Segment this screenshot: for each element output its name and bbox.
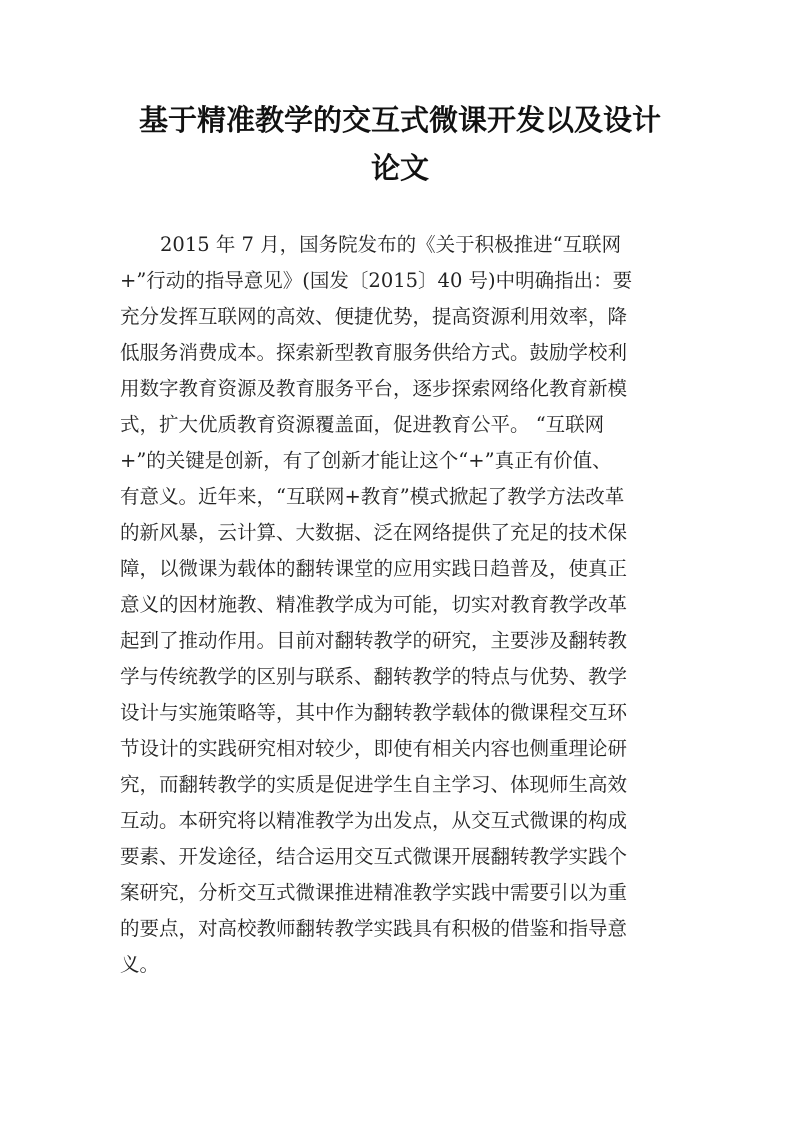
paragraph-line: 学与传统教学的区别与联系、翻转教学的特点与优势、教学 (120, 665, 628, 688)
paragraph-line: 有意义。近年来，“互联网+教育”模式掀起了教学方法改革 (120, 485, 625, 508)
paragraph-line: 低服务消费成本。探索新型教育服务供给方式。鼓励学校利 (120, 341, 628, 364)
paragraph-line: 的新风暴，云计算、大数据、泛在网络提供了充足的技术保 (120, 521, 628, 544)
paragraph-line: +”的关键是创新，有了创新才能让这个“+”真正有价值、 (120, 449, 612, 472)
paragraph-line: 起到了推动作用。目前对翻转教学的研究，主要涉及翻转教 (120, 629, 628, 652)
document-title (100, 96, 700, 192)
paragraph-line: 用数字教育资源及教育服务平台，逐步探索网络化教育新模 (120, 377, 628, 400)
paragraph-line: +”行动的指导意见》(国发〔2015〕40 号)中明确指出：要 (120, 269, 633, 292)
paragraph-line: 障，以微课为载体的翻转课堂的应用实践日趋普及，使真正 (120, 557, 628, 580)
paragraph-line: 意义的因材施教、精准教学成为可能，切实对教育教学改革 (120, 593, 628, 616)
paragraph-line: 要素、开发途径，结合运用交互式微课开展翻转教学实践个 (120, 845, 628, 868)
title-line-2: 论文 (370, 151, 429, 185)
title-line-1: 基于精准教学的交互式微课开发以及设计 (138, 103, 661, 137)
paragraph-line: 互动。本研究将以精准教学为出发点，从交互式微课的构成 (120, 809, 628, 832)
paragraph-line: 案研究，分析交互式微课推进精准教学实践中需要引以为重 (120, 881, 628, 904)
paragraph-line: 设计与实施策略等，其中作为翻转教学载体的微课程交互环 (120, 701, 628, 724)
paragraph-line: 义。 (120, 953, 160, 976)
paragraph-line: 2015 年 7 月，国务院发布的《关于积极推进“互联网 (160, 233, 622, 256)
paragraph-line: 式，扩大优质教育资源覆盖面，促进教育公平。 “互联网 (120, 413, 605, 436)
paragraph-line: 的要点，对高校教师翻转教学实践具有积极的借鉴和指导意 (120, 917, 628, 940)
paragraph-line: 充分发挥互联网的高效、便捷优势，提高资源利用效率，降 (120, 305, 628, 328)
paragraph-line: 节设计的实践研究相对较少，即使有相关内容也侧重理论研 (120, 737, 628, 760)
paragraph-line: 究，而翻转教学的实质是促进学生自主学习、体现师生高效 (120, 773, 628, 796)
